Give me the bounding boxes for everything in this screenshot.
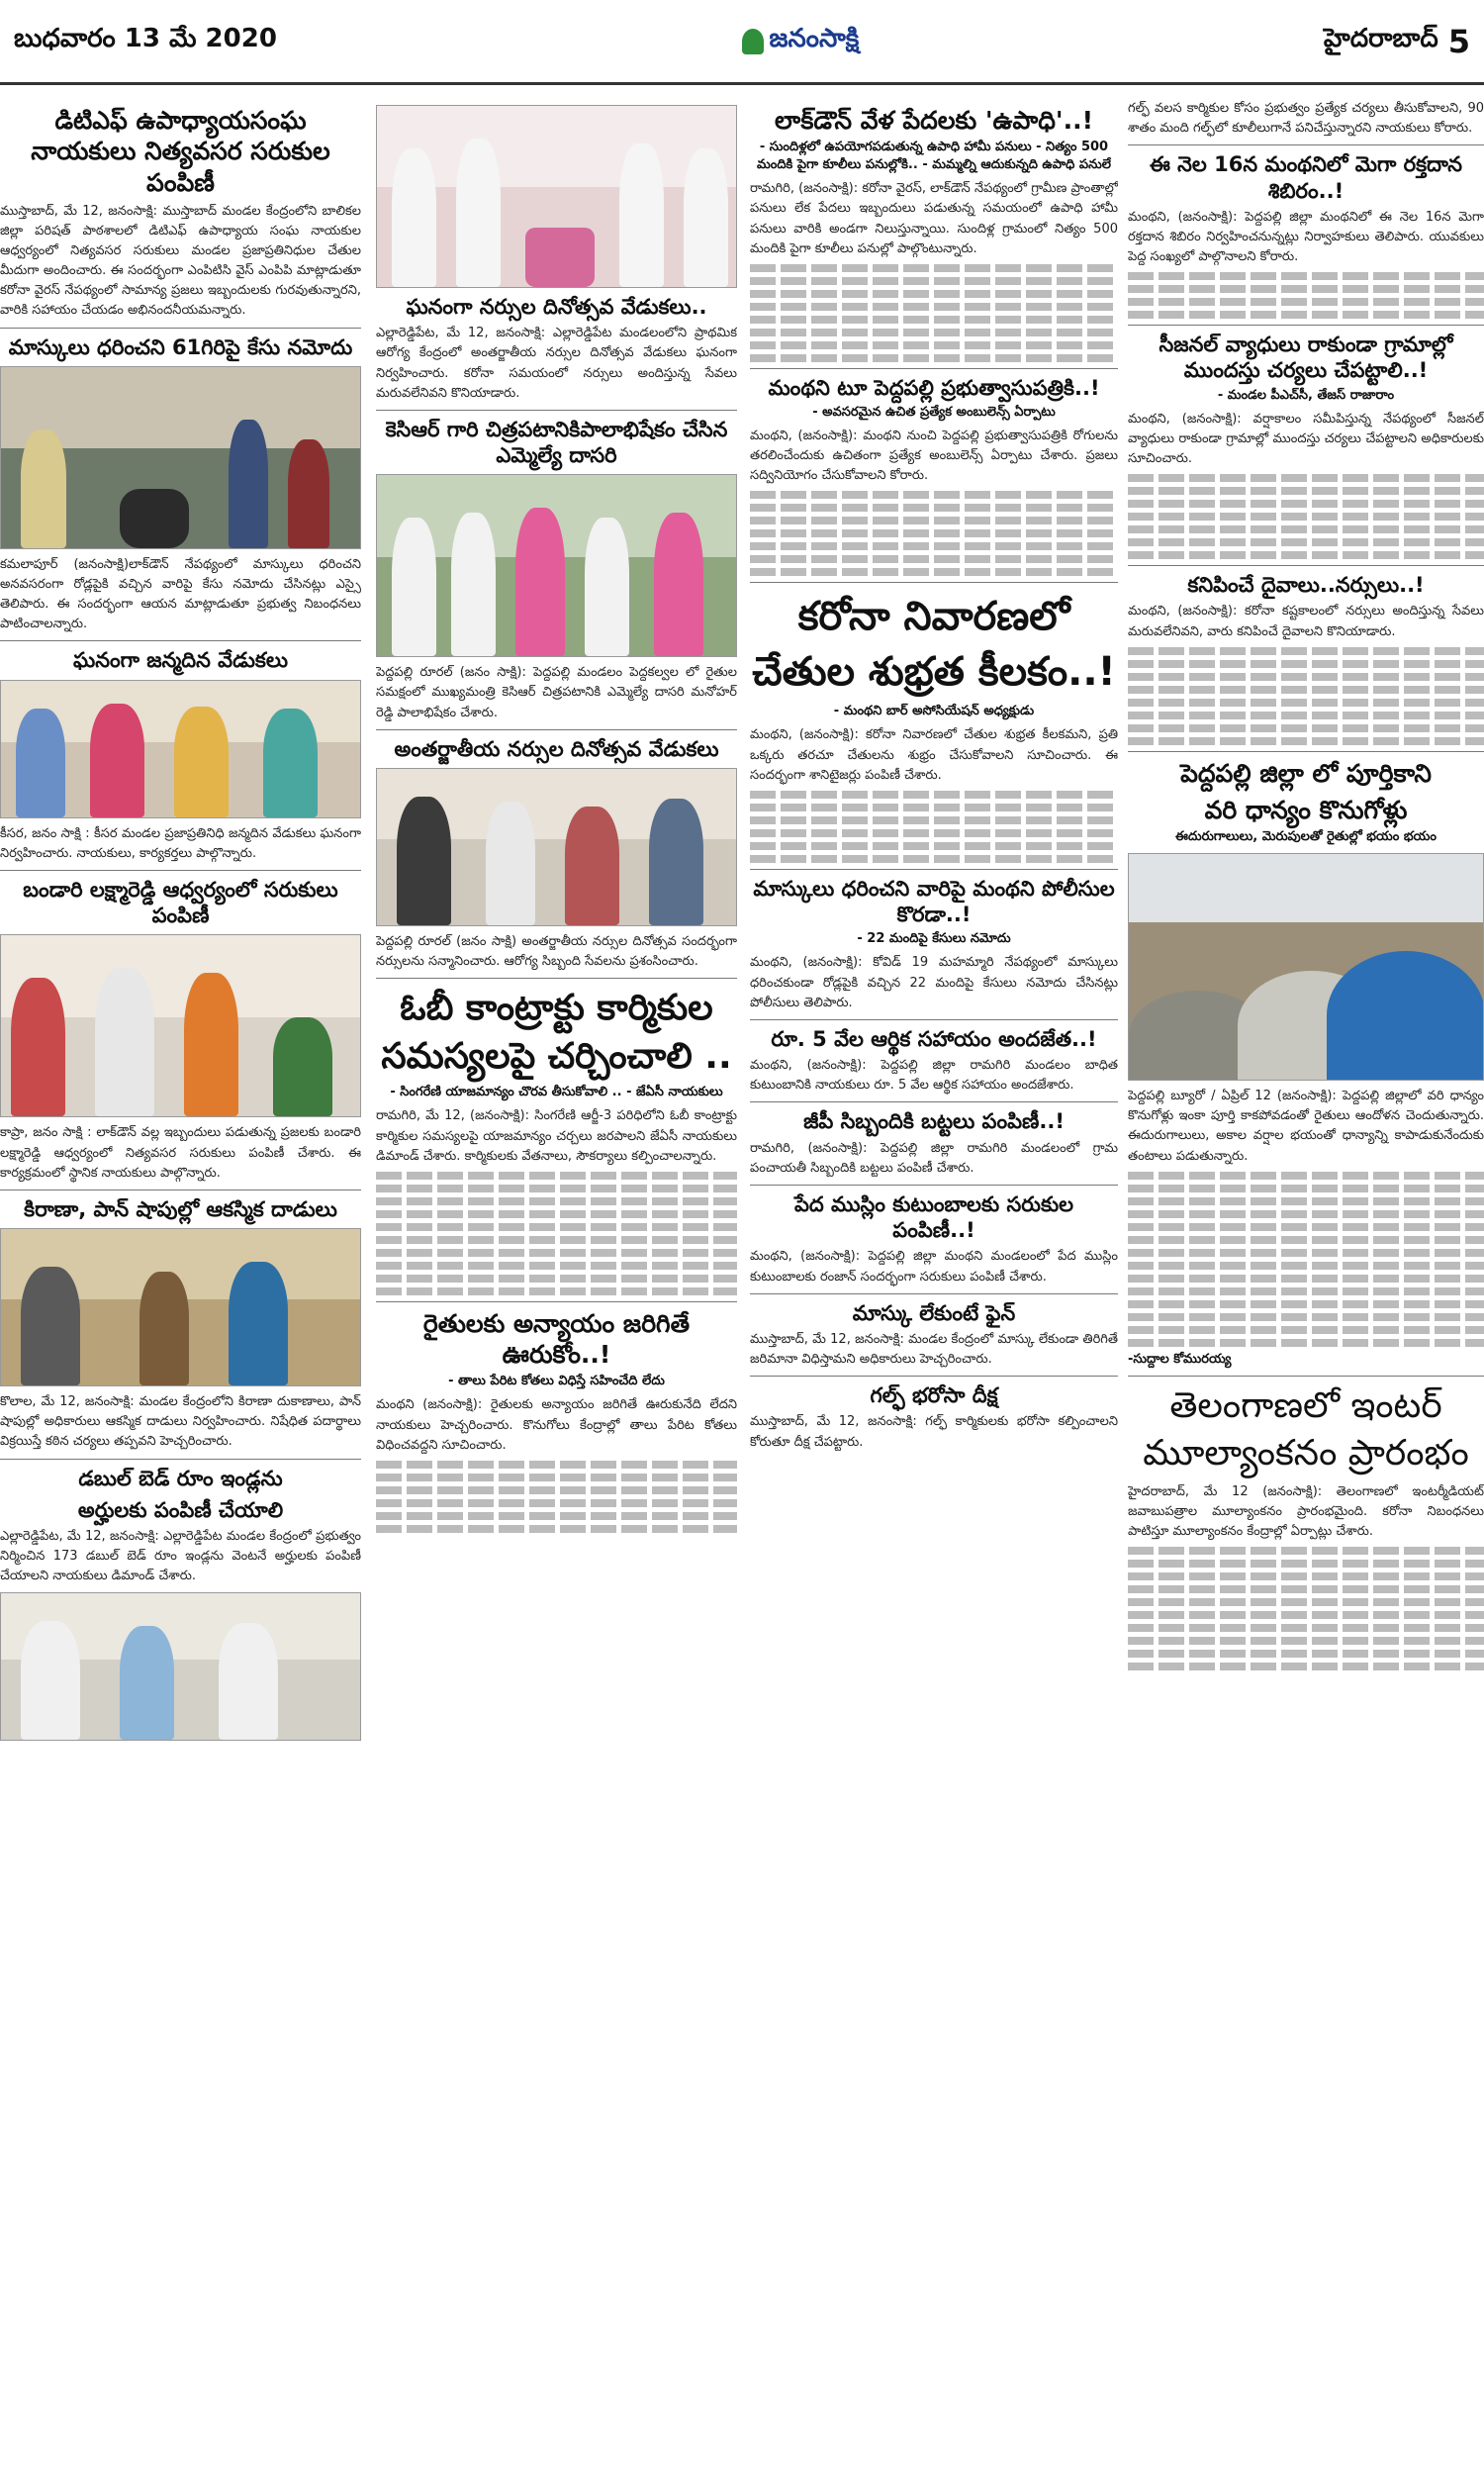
article-body: కీసర, జనం సాక్షి : కీసర మండల ప్రజాప్రతినిధి జన్మదిన వేడుకలు ఘనంగా నిర్వహించారు. నాయకులు, కార్యకర్తలు పాల్గొన్నారు.: [0, 825, 361, 861]
headline: ఘనంగా నర్సుల దినోత్సవ వేడుకలు..: [406, 295, 707, 319]
text-continuation: [1128, 272, 1484, 319]
divider: [750, 1101, 1118, 1102]
article-dek: - సుందిళ్లలో ఉపయోగపడుతున్న ఉపాధి హామీ పనులు - నిత్యం 500 మందికి పైగా కూలీలు పనుల్లోకి.. - మమ్మల్ని ఆదుకున్నది ఉపాధి పనులే: [757, 140, 1111, 173]
article-lockdown-upadhi: [750, 105, 1118, 362]
subheadline: అర్హులకు పంపిణీ చేయాలి: [77, 1497, 284, 1522]
article-mla-dasari: [376, 417, 737, 723]
article-dek: - 22 మందిపై కేసులు నమోదు: [857, 931, 1011, 947]
article-body: కొలాల, మే 12, జనంసాక్షి: మండల కేంద్రంలోని కిరాణా దుకాణాలు, పాన్‌ షాపుల్లో అధికారులు ఆకస్మిక దాడులు నిర్వహించారు. నిషేధిత పదార్థాలు విక్రయిస్తే కఠిన చర్యలు తప్పవని హెచ్చరించారు.: [0, 1394, 361, 1450]
article-body: పెద్దపల్లి రూరల్‌ (జనం సాక్షి) అంతర్జాతీయ నర్సుల దినోత్సవ సందర్భంగా నర్సులను సన్మానించారు. ఆరోగ్య సిబ్బంది సేవలను ప్రశంసించారు.: [376, 933, 737, 970]
article-body: మంథని, (జనంసాక్షి): కరోనా కష్టకాలంలో నర్సులు అందిస్తున్న సేవలు మరువలేనివని, వారు కనిపించే దైవాలని కొనియాడారు.: [1128, 604, 1484, 639]
article-body: పెద్దపల్లి రూరల్‌ (జనం సాక్షి): పెద్దపల్లి మండలం పెద్దకల్వల లో రైతుల సమక్షంలో ముఖ్యమంత్రి కెసిఆర్‌ చిత్రపటానికి ఎమ్మెల్యే దాసరి మనోహర్‌ రెడ్డి పాలాభిషేకం చేశారు.: [376, 665, 737, 720]
article-mask-fine: [750, 1300, 1118, 1371]
article-dek: - సింగరేణి యాజమాన్యం చొరవ తీసుకోవాలి .. - జేఏసీ నాయకులు: [390, 1085, 723, 1100]
text-continuation: [1128, 474, 1484, 559]
headline: డిటిఎఫ్‌ ఉపాధ్యాయసంఘ నాయకులు నిత్యవసర సరుకుల పంపిణీ: [31, 106, 330, 197]
article-farmers-injustice: [376, 1308, 737, 1533]
edition-city: హైదరాబాద్: [1323, 23, 1438, 53]
byline: -సుద్దాల కోమురయ్య: [1128, 1351, 1232, 1367]
article-hand-hygiene: [750, 589, 1118, 862]
article-body: ఎల్లారెడ్డిపేట, మే 12, జనంసాక్షి: ఎల్లారెడ్డిపేట మండలంలోని ప్రాథమిక ఆరోగ్య కేంద్రంలో అంతర్జాతీయ నర్సుల దినోత్సవ వేడుకలు ఘనంగా నిర్వహించారు. కరోనా సమయంలో నర్సులు అందిస్తున్న సేవలు మరువలేనివని కొనియాడారు.: [376, 326, 737, 401]
headline: తెలంగాణలో ఇంటర్‌ మూల్యాంకనం ప్రారంభం: [1143, 1384, 1469, 1475]
headline: గల్ఫ్‌ భరోసా దీక్ష: [870, 1383, 998, 1408]
article-dek: - మండల పీఎచ్‌సీ, తేజస్‌ రాజారాం: [1217, 387, 1395, 403]
divider: [750, 1019, 1118, 1020]
article-inter-evaluation: [1128, 1382, 1484, 1671]
column-3: [750, 99, 1118, 2463]
masthead-logo: [742, 24, 860, 59]
text-continuation: [1128, 647, 1484, 745]
divider: [1128, 1376, 1484, 1377]
headline: కెసిఆర్‌ గారి చిత్రపటానికిపాలాభిషేకం చేసిన ఎమ్మెల్యే దాసరి: [385, 417, 728, 468]
article-dek: - అవసరమైన ఉచిత ప్రత్యేక అంబులెన్స్‌ ఏర్పాటు: [812, 405, 1056, 421]
article-body: రామగిరి, మే 12, (జనంసాక్షి): సింగరేణి ఆర్జీ-3 పరిధిలోని ఓబీ కాంట్రాక్టు కార్మికుల సమస్యలపై యాజమాన్యం చర్చలు జరపాలని జేఏసీ నాయకులు డిమాండ్‌ చేశారు. కార్మికులకు వేతనాలు, సౌకర్యాలు కల్పించాలన్నారు.: [376, 1108, 737, 1164]
headline: మాస్కులు ధరించని 61గిరిపై కేసు నమోదు: [8, 334, 353, 359]
news-photo: [0, 1228, 361, 1386]
article-manthani-hospital: [750, 375, 1118, 577]
headline: కనిపించే దైవాలు..నర్సులు..!: [1187, 573, 1425, 598]
column-2: [376, 99, 737, 2463]
article-groceries: [0, 877, 361, 1184]
article-body: మంథని (జనంసాక్షి): రైతులకు అన్యాయం జరిగితే ఊరుకునేది లేదని నాయకులు హెచ్చరించారు. కొనుగోలు కేంద్రాల్లో తాలు పేరిట కోతలు విధించవద్దని సూచించారు.: [376, 1397, 737, 1453]
article-body: మంథని, (జనంసాక్షి): వర్షాకాలం సమీపిస్తున్న నేపథ్యంలో సీజనల్‌ వ్యాధులు రాకుండా గ్రామాల్లో ముందస్తు చర్యలు చేపట్టాలని అధికారులకు సూచించారు.: [1128, 411, 1484, 466]
article-body: ఎల్లారెడ్డిపేట, మే 12, జనంసాక్షి: ఎల్లారెడ్డిపేట మండల కేంద్రంలో ప్రభుత్వం నిర్మించిన 173 డబుల్‌ బెడ్‌ రూం ఇండ్లను వెంటనే అర్హులకు పంపిణీ చేయాలని నాయకులు డిమాండ్‌ చేశారు.: [0, 1529, 361, 1584]
divider: [750, 1185, 1118, 1186]
headline: మాస్కులు ధరించని వారిపై మంథని పోలీసుల కొరడా..!: [753, 876, 1115, 927]
article-seasonal-diseases: [1128, 332, 1484, 559]
headline: అంతర్జాతీయ నర్సుల దినోత్సవ వేడుకలు: [394, 736, 719, 761]
divider: [750, 869, 1118, 870]
article-double-bedroom: [0, 1466, 361, 1742]
divider: [1128, 751, 1484, 752]
column-4: [1128, 99, 1484, 2463]
divider: [1128, 325, 1484, 326]
news-photo: [0, 934, 361, 1117]
text-continuation: [376, 1172, 737, 1295]
article-intl-nurses-day: [376, 736, 737, 973]
article-muslim-families: [750, 1191, 1118, 1287]
article-shop-raids: [0, 1196, 361, 1453]
article-body: మంథని, (జనంసాక్షి): పెద్దపల్లి జిల్లా రామగిరి మండలం బాధిత కుటుంబానికి నాయకులు రూ. 5 వేల ఆర్థిక సహాయం అందజేశారు.: [750, 1058, 1118, 1094]
divider: [0, 870, 361, 871]
article-dtf-teachers: [0, 105, 361, 322]
article-body: ముస్తాబాద్‌, మే 12, జనంసాక్షి: గల్ఫ్‌ కార్మికులకు భరోసా కల్పించాలని కోరుతూ దీక్ష చేపట్టారు.: [750, 1414, 1118, 1450]
headline: డబుల్‌ బెడ్‌ రూం ఇండ్లను: [78, 1466, 283, 1490]
article-dek: - మంథని బార్‌ అసోసియేషన్‌ అధ్యక్షుడు: [833, 704, 1035, 719]
article-financial-aid: [750, 1026, 1118, 1096]
headline: పెద్దపల్లి జిల్లా లో పూర్తికాని: [1180, 758, 1432, 788]
news-photo: [0, 680, 361, 818]
article-nurses-gods: [1128, 572, 1484, 745]
text-continuation: [750, 791, 1118, 863]
headline: ఘనంగా జన్మదిన వేడుకలు: [72, 648, 289, 673]
headline: సీజనల్‌ వ్యాధులు రాకుండా గ్రామాల్లో ముందస్తు చర్యలు చేపట్టాలి..!: [1159, 333, 1453, 383]
news-photo: [0, 1592, 361, 1741]
page-number: 5: [1447, 22, 1470, 60]
headline: రైతులకు అన్యాయం జరిగితే ఊరుకోం..!: [422, 1308, 691, 1370]
article-manthani-police: [750, 876, 1118, 1013]
headline: బండారి లక్ష్మారెడ్డి ఆధ్వర్యంలో సరుకులు పంపిణీ: [23, 877, 338, 928]
article-gp-staff-clothes: [750, 1108, 1118, 1179]
divider: [1128, 144, 1484, 145]
article-nurses-day: [376, 105, 737, 404]
divider: [376, 729, 737, 730]
column-1: [0, 99, 361, 2463]
article-body: మంథని, (జనంసాక్షి): కోవిడ్‌ 19 మహమ్మారి నేపథ్యంలో మాస్కులు ధరించకుండా రోడ్లపైకి వచ్చిన 22 మందిపై కేసులు నమోదు చేసినట్లు పోలీసులు తెలిపారు.: [750, 955, 1118, 1010]
headline: ఈ నెల 16న మంథనిలో మెగా రక్తదాన శిబిరం..!: [1150, 152, 1462, 203]
article-dek: ఈదురుగాలులు, మెరుపులతో రైతుల్లో భయం భయం: [1175, 829, 1437, 845]
article-body: రామగిరి, (జనంసాక్షి): పెద్దపల్లి జిల్లా రామగిరి మండలంలో గ్రామ పంచాయతీ సిబ్బందికి బట్టలు పంపిణీ చేశారు.: [750, 1140, 1118, 1176]
headline: మంథని టూ పెద్దపల్లి ప్రభుత్వాసుపత్రికి..!: [768, 375, 1100, 400]
divider: [750, 368, 1118, 369]
text-continuation: [376, 1461, 737, 1533]
article-body: మంథని, (జనంసాక్షి): మంథని నుంచి పెద్దపల్లి ప్రభుత్వాసుపత్రికి రోగులను తరలించేందుకు ఉచితంగా ప్రత్యేక అంబులెన్స్‌ ఏర్పాటు చేశారు. ప్రజలు సద్వినియోగం చేసుకోవాలని కోరారు.: [750, 428, 1118, 484]
news-photo: [376, 105, 737, 288]
header-right: [1324, 23, 1470, 60]
headline: కరోనా నివారణలో చేతుల శుభ్రత కీలకం..!: [752, 594, 1116, 696]
divider: [1128, 565, 1484, 566]
article-body: మంథని, (జనంసాక్షి): పెద్దపల్లి జిల్లా మంథనిలో ఈ నెల 16న మెగా రక్తదాన శిబిరం నిర్వహించనున్నట్లు నిర్వాహకులు తెలిపారు. యువకులు పెద్ద సంఖ్యలో పాల్గొనాలని కోరారు.: [1128, 209, 1484, 265]
article-body: రామగిరి, (జనంసాక్షి): కరోనా వైరస్‌, లాక్‌డౌన్‌ నేపథ్యంలో గ్రామీణ ప్రాంతాల్లో పనులు లేక పేదలు ఇబ్బందులు పడుతున్న సమయంలో ఉపాధి హామీ పనులు వారికి అండగా నిలుస్తున్నాయి. సుందిళ్ల గ్రామంలో నిత్యం 500 మందికి పైగా కూలీలు పనుల్లో పాల్గొంటున్నారు.: [750, 181, 1118, 256]
news-photo: [376, 768, 737, 926]
news-photo: [376, 474, 737, 657]
article-body: మంథని, (జనంసాక్షి): పెద్దపల్లి జిల్లా మంథని మండలంలో పేద ముస్లిం కుటుంబాలకు రంజాన్‌ సందర్భంగా సరుకులు పంపిణీ చేశారు.: [750, 1249, 1118, 1285]
news-photo: [0, 366, 361, 549]
masthead-logo-text: జనంసాక్షి: [769, 23, 860, 53]
news-photo: [1128, 853, 1484, 1081]
article-blood-donation: [1128, 151, 1484, 319]
divider: [750, 1293, 1118, 1294]
divider: [0, 640, 361, 641]
article-gulf-continued: [1128, 99, 1484, 139]
article-body: హైదరాబాద్‌, మే 12 (జనంసాక్షి): తెలంగాణలో ఇంటర్మీడియట్‌ జవాబుపత్రాల మూల్యాంకనం ప్రారంభమైంది. కరోనా నిబంధనలు పాటిస్తూ మూల్యాంకనం కేంద్రాల్లో ఏర్పాట్లు చేశారు.: [1128, 1483, 1484, 1540]
article-body: కమలాపూర్‌ (జనంసాక్షి)లాక్‌డౌన్‌ నేపథ్యంలో మాస్కులు ధరించని అనవసరంగా రోడ్లపైకి వచ్చిన వారిపై కేసు నమోదు చేసినట్లు ఎస్సై తెలిపారు. ఈ సందర్భంగా ఆయన మాట్లాడుతూ ప్రభుత్వ నిబంధనలు పాటించాలన్నారు.: [0, 556, 361, 632]
divider: [750, 1376, 1118, 1377]
issue-date: బుధవారం 13 మే 2020: [14, 23, 277, 53]
article-body: ముస్తాబాద్‌, మే 12, జనంసాక్షి: ముస్తాబాద్‌ మండల కేంద్రంలోని బాలికల జిల్లా పరిషత్‌ పాఠశాలలో డిటిఎఫ్‌ ఉపాధ్యాయ సంఘ నాయకుల ఆధ్వర్యంలో నిత్యవసర సరుకులు మండల ప్రజాప్రతినిధుల చేతుల మీదుగా అందించారు. ఈ సందర్భంగా ఎంపిటిసి వైస్‌ ఎంపిపి మాట్లాడుతూ కరోనా వైరస్‌ నేపథ్యంలో సామాన్య ప్రజలు ఇబ్బందులకు గురవుతున్నారని, వారికి సహాయం చేయడం అభినందనీయమన్నారు.: [0, 203, 361, 319]
article-body: ముస్తాబాద్‌, మే 12, జనంసాక్షి: మండల కేంద్రంలో మాస్కు లేకుండా తిరిగితే జరిమానా విధిస్తామని అధికారులు హెచ్చరించారు.: [750, 1331, 1118, 1368]
divider: [376, 1301, 737, 1302]
headline: లాక్‌డౌన్‌ వేళ పేదలకు 'ఉపాధి'..!: [775, 106, 1093, 135]
article-gulf-deeksha: [750, 1382, 1118, 1453]
article-body: కాప్రా, జనం సాక్షి : లాక్‌డౌన్‌ వల్ల ఇబ్బందులు పడుతున్న ప్రజలకు బండారి లక్ష్మారెడ్డి ఆధ్వర్యంలో నిత్యవసర సరుకులు పంపిణీ చేశారు. ఈ కార్యక్రమంలో స్థానిక నాయకులు పాల్గొన్నారు.: [0, 1125, 361, 1181]
text-continuation: [750, 491, 1118, 576]
text-continuation: [750, 264, 1118, 362]
headline: ఓబీ కాంట్రాక్టు కార్మికుల సమస్యలపై చర్చించాలి ..: [381, 988, 732, 1077]
headline: రూ. 5 వేల ఆర్థిక సహాయం అందజేత..!: [771, 1026, 1097, 1051]
divider: [376, 978, 737, 979]
article-body: మంథని, (జనంసాక్షి): కరోనా నివారణలో చేతుల శుభ్రత కీలకమని, ప్రతి ఒక్కరు తరచూ చేతులను శుభ్రం చేసుకోవాలని సూచించారు. ఈ సందర్భంగా శానిటైజర్లు పంపిణీ చేశారు.: [750, 727, 1118, 783]
text-continuation: [1128, 1547, 1484, 1670]
article-mask-cases: [0, 334, 361, 635]
article-birthday: [0, 647, 361, 864]
article-body: గల్ఫ్‌ వలస కార్మికుల కోసం ప్రభుత్వం ప్రత్యేక చర్యలు తీసుకోవాలని, 90 శాతం మంది గల్ఫ్‌లో కూలీలుగానే పనిచేస్తున్నారని నాయకులు కోరారు.: [1128, 101, 1484, 137]
headline: కిరాణా, పాన్‌ షాపుల్లో ఆకస్మిక దాడులు: [24, 1196, 337, 1221]
headline: జీపీ సిబ్బందికి బట్టలు పంపిణీ..!: [803, 1109, 1065, 1134]
article-dek: - తాలు పేరిట కోతలు విధిస్తే సహించేది లేదు: [448, 1374, 665, 1389]
headline: మాస్కు లేకుంటే ఫైన్‌: [852, 1300, 1016, 1325]
divider: [750, 582, 1118, 583]
divider: [0, 1459, 361, 1460]
divider: [376, 410, 737, 411]
article-ob-contract-workers: [376, 985, 737, 1295]
subheadline: వరి ధాన్యం కొనుగోళ్లు: [1204, 795, 1408, 824]
divider: [0, 328, 361, 329]
headline: పేద ముస్లిం కుటుంబాలకు సరుకుల పంపిణీ..!: [793, 1191, 1074, 1243]
text-continuation: [1128, 1172, 1484, 1347]
article-paddy-procurement: [1128, 758, 1484, 1370]
page-header: [0, 0, 1484, 85]
logo-leaf-icon: [742, 29, 764, 54]
article-body: పెద్దపల్లి బ్యూరో / ఏప్రిల్‌ 12 (జనంసాక్షి): పెద్దపల్లి జిల్లాలో వరి ధాన్యం కొనుగోళ్లు ఇంకా పూర్తి కాకపోవడంతో రైతులు ఆందోళన చెందుతున్నారు. ఈదురుగాలులు, అకాల వర్షాల భయంతో ధాన్యాన్ని కాపాడుకునేందుకు తంటాలు పడుతున్నారు.: [1128, 1089, 1484, 1164]
